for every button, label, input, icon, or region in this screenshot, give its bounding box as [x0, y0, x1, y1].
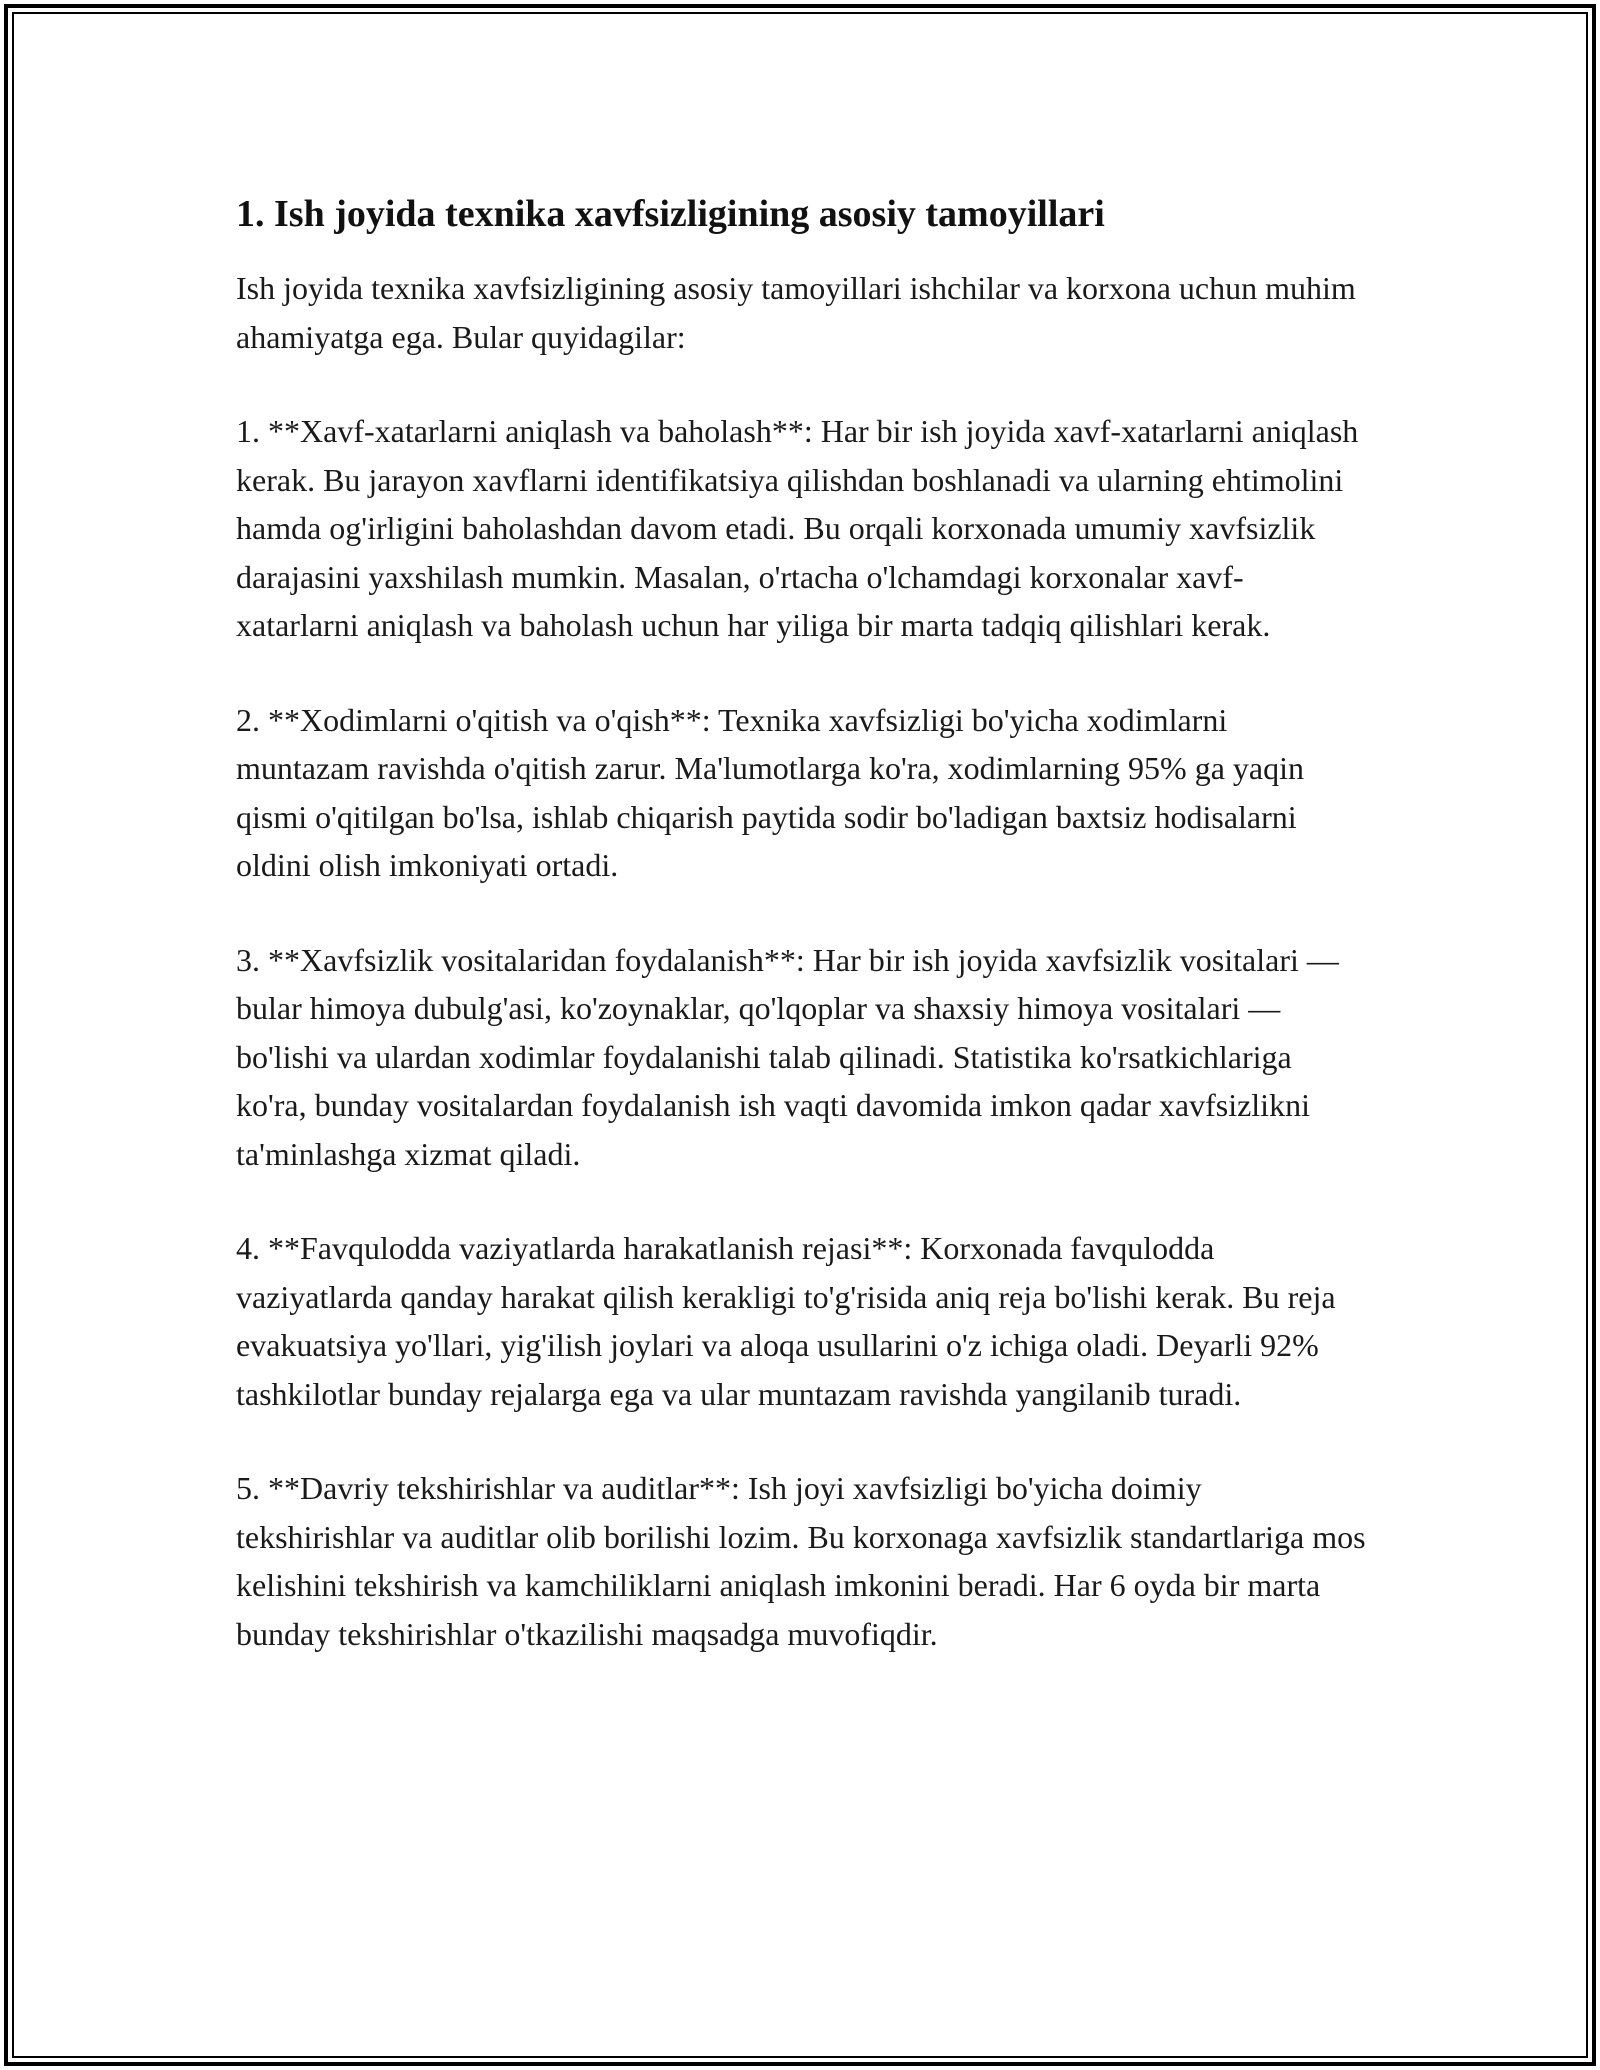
document-body	[236, 186, 1366, 1704]
list-item-audits: 5. **Davriy tekshirishlar va auditlar**: Ish joyi xavfsizligi bo'yicha doimiy tekshirishlar va auditlar olib borilishi lozim. Bu korxonaga xavfsizlik standartlariga mos kelishini tekshirish va kamchiliklarni aniqlash imkonini beradi. Har 6 oyda bir marta bunday tekshirishlar o'tkazilishi maqsadga muvofiqdir.	[236, 1470, 1366, 1652]
list-item-risk-assessment: 1. **Xavf-xatarlarni aniqlash va baholash**: Har bir ish joyida xavf-xatarlarni aniqlash kerak. Bu jarayon xavflarni identifikatsiya qilishdan boshlanadi va ularning ehtimolini hamda og'irligini baholashdan davom etadi. Bu orqali korxonada umumiy xavfsizlik darajasini yaxshilash mumkin. Masalan, o'rtacha o'lchamdagi korxonalar xavf-xatarlarni aniqlash va baholash uchun har yiliga bir marta tadqiq qilishlari kerak.	[236, 413, 1359, 643]
list-item-safety-equipment: 3. **Xavfsizlik vositalaridan foydalanish**: Har bir ish joyida xavfsizlik vositalari — bular himoya dubulg'asi, ko'zoynaklar, qo'lqoplar va shaxsiy himoya vositalari — bo'lishi va ulardan xodimlar foydalanishi talab qilinadi. Statistika ko'rsatkichlariga ko'ra, bunday vositalardan foydalanish ish vaqti davomida imkon qadar xavfsizlikni ta'minlashga xizmat qiladi.	[236, 941, 1339, 1172]
list-item-staff-training: 2. **Xodimlarni o'qitish va o'qish**: Texnika xavfsizligi bo'yicha xodimlarni muntazam ravishda o'qitish zarur. Ma'lumotlarga ko'ra, xodimlarning 95% ga yaqin qismi o'qitilgan bo'lsa, ishlab chiqarish paytida sodir bo'ladigan baxtsiz hodisalarni oldini olish imkoniyati ortadi.	[236, 701, 1304, 883]
intro-paragraph: Ish joyida texnika xavfsizligining asosiy tamoyillari ishchilar va korxona uchun muhim ahamiyatga ega. Bular quyidagilar:	[236, 270, 1356, 355]
section-heading: 1. Ish joyida texnika xavfsizligining asosiy tamoyillari	[236, 193, 1105, 235]
list-item-emergency-plan: 4. **Favqulodda vaziyatlarda harakatlanish rejasi**: Korxonada favqulodda vaziyatlarda qanday harakat qilish kerakligi to'g'risida aniq reja bo'lishi kerak. Bu reja evakuatsiya yo'llari, yig'ilish joylari va aloqa usullarini o'z ichiga oladi. Deyarli 92% tashkilotlar bunday rejalarga ega va ular muntazam ravishda yangilanib turadi.	[236, 1230, 1336, 1412]
